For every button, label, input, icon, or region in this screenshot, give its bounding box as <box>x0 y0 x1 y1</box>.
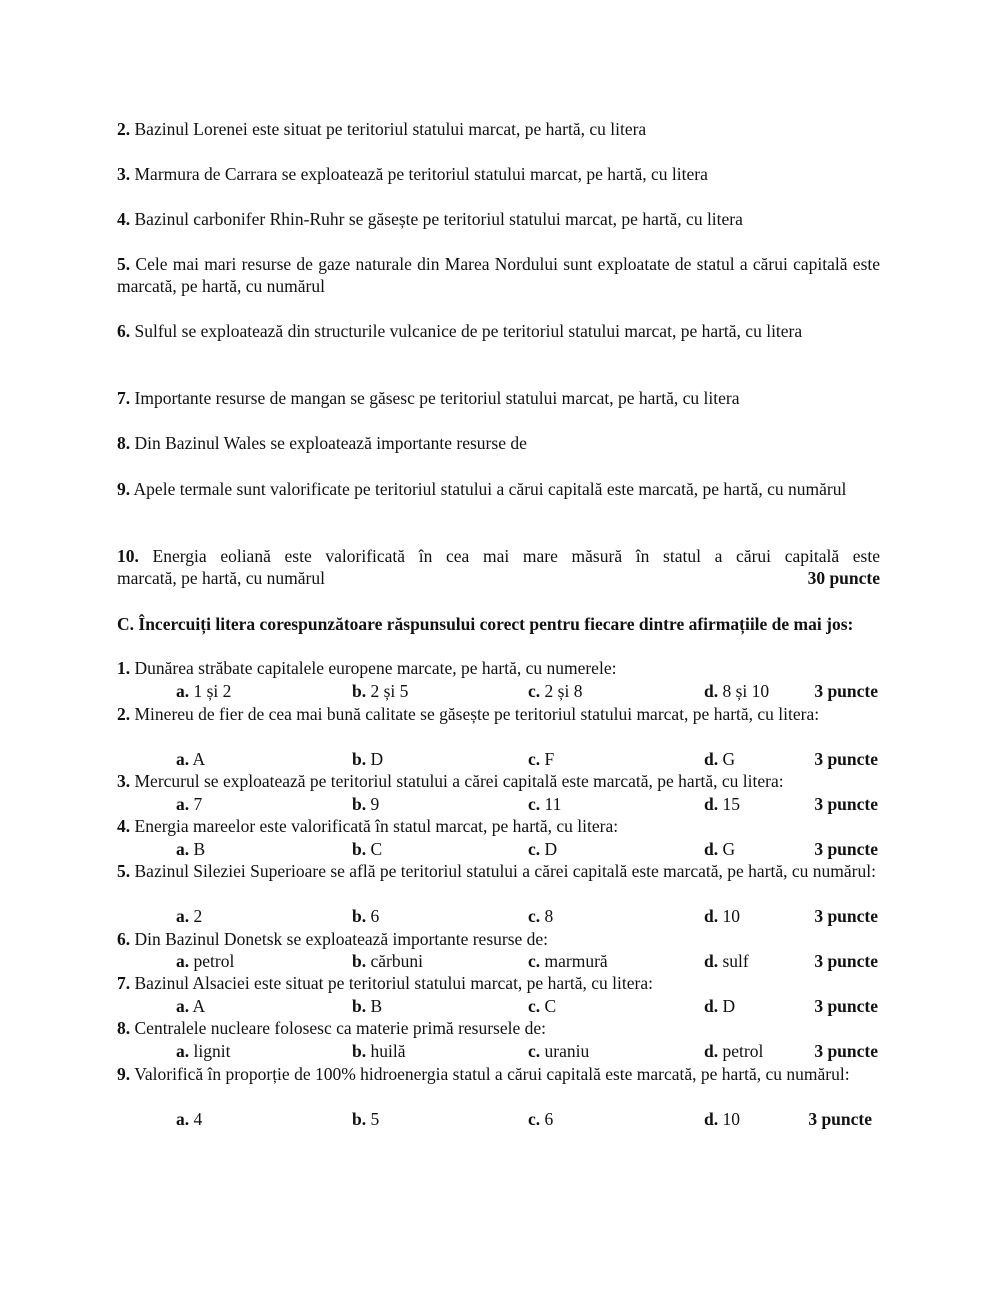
question-number: 7. <box>117 973 131 993</box>
b-item-number: 2. <box>117 119 131 139</box>
b-item-number: 9. <box>117 479 131 499</box>
c-options-8 <box>0 1040 1000 1062</box>
b-item-number: 3. <box>117 164 131 184</box>
option-c[interactable]: c. 6 <box>528 1109 554 1129</box>
c-question-3 <box>117 770 880 792</box>
option-d[interactable]: d. sulf <box>704 951 749 971</box>
option-b[interactable]: b. 9 <box>352 794 380 814</box>
question-text: Mercurul se exploatează pe teritoriul statului a cărei capitală este marcată, pe hartă, cu litera: <box>134 771 784 791</box>
option-d[interactable]: d. 8 și 10 <box>704 681 770 701</box>
b-item-8 <box>117 432 880 454</box>
option-c[interactable]: c. C <box>528 996 557 1016</box>
option-d[interactable]: d. D <box>704 996 736 1016</box>
c-question-2 <box>117 703 880 725</box>
b-item-text-line2: marcată, pe hartă, cu numărul <box>117 568 325 588</box>
option-b[interactable]: b. D <box>352 749 384 769</box>
question-number: 2. <box>117 704 131 724</box>
c-options-1 <box>0 680 1000 702</box>
section-b-points: 30 puncte <box>807 568 880 588</box>
b-item-number: 7. <box>117 388 131 408</box>
option-b[interactable]: b. 6 <box>352 906 380 926</box>
option-b[interactable]: b. huilă <box>352 1041 406 1061</box>
option-d[interactable]: d. petrol <box>704 1041 764 1061</box>
b-item-text: Cele mai mari resurse de gaze naturale din Marea Nordului sunt exploatate de statul a cărui capitală este marcată, pe hartă, cu numărul <box>117 254 881 296</box>
b-item-number: 4. <box>117 209 131 229</box>
c-question-1 <box>117 657 880 679</box>
b-item-text: Sulful se exploatează din structurile vulcanice de pe teritoriul statului marcat, pe hartă, cu litera <box>134 321 803 341</box>
b-item-5 <box>117 253 880 297</box>
b-item-3 <box>117 163 880 185</box>
c-options-9 <box>0 1108 1000 1130</box>
option-c[interactable]: c. marmură <box>528 951 608 971</box>
question-text: Energia mareelor este valorificată în statul marcat, pe hartă, cu litera: <box>134 816 619 836</box>
question-number: 3. <box>117 771 131 791</box>
b-item-number: 6. <box>117 321 131 341</box>
option-c[interactable]: c. 8 <box>528 906 554 926</box>
question-points: 3 puncte <box>814 951 878 971</box>
option-a[interactable]: a. petrol <box>176 951 235 971</box>
b-item-6 <box>117 320 880 342</box>
option-d[interactable]: d. 10 <box>704 1109 740 1129</box>
c-options-5 <box>0 905 1000 927</box>
option-a[interactable]: a. B <box>176 839 206 859</box>
question-text: Dunărea străbate capitalele europene marcate, pe hartă, cu numerele: <box>134 658 617 678</box>
section-c-heading: C. Încercuiți litera corespunzătoare răspunsului corect pentru fiecare dintre afirmațiile de mai jos: <box>117 614 854 634</box>
c-question-6 <box>117 928 880 950</box>
b-item-2 <box>117 118 880 140</box>
option-a[interactable]: a. lignit <box>176 1041 231 1061</box>
c-options-7 <box>0 995 1000 1017</box>
option-c[interactable]: c. 11 <box>528 794 562 814</box>
question-text: Din Bazinul Donetsk se exploatează importante resurse de: <box>134 929 549 949</box>
question-points: 3 puncte <box>814 839 878 859</box>
question-number: 6. <box>117 929 131 949</box>
c-question-7 <box>117 972 880 994</box>
question-number: 4. <box>117 816 131 836</box>
option-a[interactable]: a. 1 și 2 <box>176 681 232 701</box>
question-points: 3 puncte <box>814 1041 878 1061</box>
question-points: 3 puncte <box>814 681 878 701</box>
question-points: 3 puncte <box>814 749 878 769</box>
option-d[interactable]: d. G <box>704 839 736 859</box>
question-points: 3 puncte <box>808 1109 872 1129</box>
option-d[interactable]: d. 10 <box>704 906 740 926</box>
c-options-3 <box>0 793 1000 815</box>
c-question-5 <box>117 860 880 882</box>
b-item-text: Importante resurse de mangan se găsesc pe teritoriul statului marcat, pe hartă, cu litera <box>134 388 740 408</box>
option-a[interactable]: a. 2 <box>176 906 203 926</box>
b-item-number: 8. <box>117 433 131 453</box>
question-number: 5. <box>117 861 131 881</box>
c-options-6 <box>0 950 1000 972</box>
question-text: Bazinul Sileziei Superioare se află pe teritoriul statului a cărei capitală este marcată, pe hartă, cu numărul: <box>134 861 876 881</box>
question-points: 3 puncte <box>814 794 878 814</box>
b-item-text: Energia eoliană este valorificată în cea mai mare măsură în statul a cărui capitală este <box>152 546 880 566</box>
question-points: 3 puncte <box>814 996 878 1016</box>
c-options-4 <box>0 838 1000 860</box>
option-a[interactable]: a. A <box>176 996 206 1016</box>
b-item-text: Marmura de Carrara se exploatează pe teritoriul statului marcat, pe hartă, cu litera <box>134 164 708 184</box>
question-number: 8. <box>117 1018 131 1038</box>
option-a[interactable]: a. A <box>176 749 206 769</box>
question-points: 3 puncte <box>814 906 878 926</box>
option-b[interactable]: b. 5 <box>352 1109 380 1129</box>
option-a[interactable]: a. 7 <box>176 794 203 814</box>
option-a[interactable]: a. 4 <box>176 1109 203 1129</box>
option-c[interactable]: c. 2 și 8 <box>528 681 583 701</box>
c-question-8 <box>117 1017 880 1039</box>
b-item-10 <box>117 545 880 589</box>
option-c[interactable]: c. uraniu <box>528 1041 590 1061</box>
c-options-2 <box>0 748 1000 770</box>
option-b[interactable]: b. B <box>352 996 383 1016</box>
option-c[interactable]: c. F <box>528 749 555 769</box>
option-d[interactable]: d. G <box>704 749 736 769</box>
option-d[interactable]: d. 15 <box>704 794 740 814</box>
question-number: 9. <box>117 1064 131 1084</box>
b-item-text: Bazinul carbonifer Rhin-Ruhr se găsește pe teritoriul statului marcat, pe hartă, cu litera <box>134 209 743 229</box>
question-number: 1. <box>117 658 131 678</box>
question-text: Valorifică în proporție de 100% hidroenergia statul a cărui capitală este marcată, pe hartă, cu numărul: <box>134 1064 850 1084</box>
option-c[interactable]: c. D <box>528 839 558 859</box>
option-b[interactable]: b. C <box>352 839 383 859</box>
b-item-number: 5. <box>117 254 131 274</box>
option-b[interactable]: b. 2 și 5 <box>352 681 409 701</box>
question-text: Minereu de fier de cea mai bună calitate se găsește pe teritoriul statului marcat, pe hartă, cu litera: <box>134 704 820 724</box>
b-item-7 <box>117 387 880 409</box>
question-text: Centralele nucleare folosesc ca materie primă resursele de: <box>134 1018 547 1038</box>
question-text: Bazinul Alsaciei este situat pe teritoriul statului marcat, pe hartă, cu litera: <box>134 973 653 993</box>
b-item-text: Bazinul Lorenei este situat pe teritoriul statului marcat, pe hartă, cu litera <box>134 119 647 139</box>
b-item-9 <box>117 478 880 500</box>
option-b[interactable]: b. cărbuni <box>352 951 423 971</box>
b-item-4 <box>117 208 880 230</box>
b-item-number: 10. <box>117 546 139 566</box>
b-item-text: Apele termale sunt valorificate pe teritoriul statului a cărui capitală este marcată, pe hartă, cu numărul <box>133 479 847 499</box>
b-item-text: Din Bazinul Wales se exploatează importante resurse de <box>134 433 527 453</box>
c-question-9 <box>117 1063 880 1085</box>
c-question-4 <box>117 815 880 837</box>
